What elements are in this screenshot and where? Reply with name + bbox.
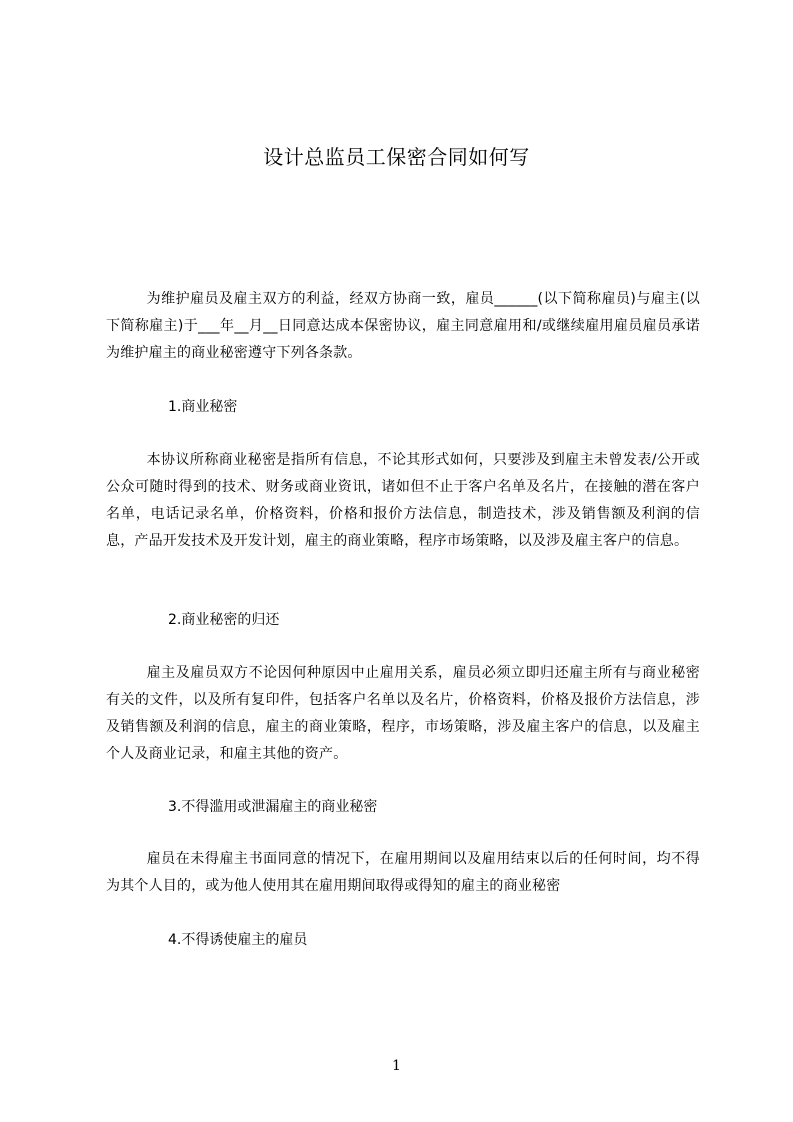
section-heading-2: 2.商业秘密的归还: [168, 612, 280, 628]
intro-paragraph: 为维护雇员及雇主双方的利益，经双方协商一致，雇员______(以下简称雇员)与雇主(以下简称雇主)于___年__月__日同意达成本保密协议，雇主同意雇用和/或继续雇用雇员雇员承诺为维护雇主的商业秘密遵守下列各条款。: [106, 291, 700, 361]
document-title: 设计总监员工保密合同如何写: [263, 145, 530, 169]
section-paragraph-3: 雇员在未得雇主书面同意的情况下，在雇用期间以及雇用结束以后的任何时间，均不得为其个人目的，或为他人使用其在雇用期间取得或得知的雇主的商业秘密: [106, 851, 700, 894]
section-paragraph-1: 本协议所称商业秘密是指所有信息，不论其形式如何，只要涉及到雇主未曾发表/公开或公众可随时得到的技术、财务或商业资讯，诸如但不止于客户名单及名片，在接触的潜在客户名单，电话记录名单，价格资料，价格和报价方法信息，制造技术，涉及销售额及利润的信息，产品开发技术及开发计划，雇主的商业策略，程序市场策略，以及涉及雇主客户的信息。: [106, 452, 700, 549]
section-heading-1: 1.商业秘密: [168, 399, 238, 415]
section-paragraph-2: 雇主及雇员双方不论因何种原因中止雇用关系，雇员必须立即归还雇主所有与商业秘密有关的文件，以及所有复印件，包括客户名单以及名片，价格资料，价格及报价方法信息，涉及销售额及利润的信息，雇主的商业策略，程序，市场策略，涉及雇主客户的信息，以及雇主个人及商业记录，和雇主其他的资产。: [106, 665, 700, 762]
page-number: 1: [392, 1058, 401, 1074]
section-heading-4: 4.不得诱使雇主的雇员: [168, 932, 308, 948]
section-heading-3: 3.不得滥用或泄漏雇主的商业秘密: [168, 799, 378, 815]
